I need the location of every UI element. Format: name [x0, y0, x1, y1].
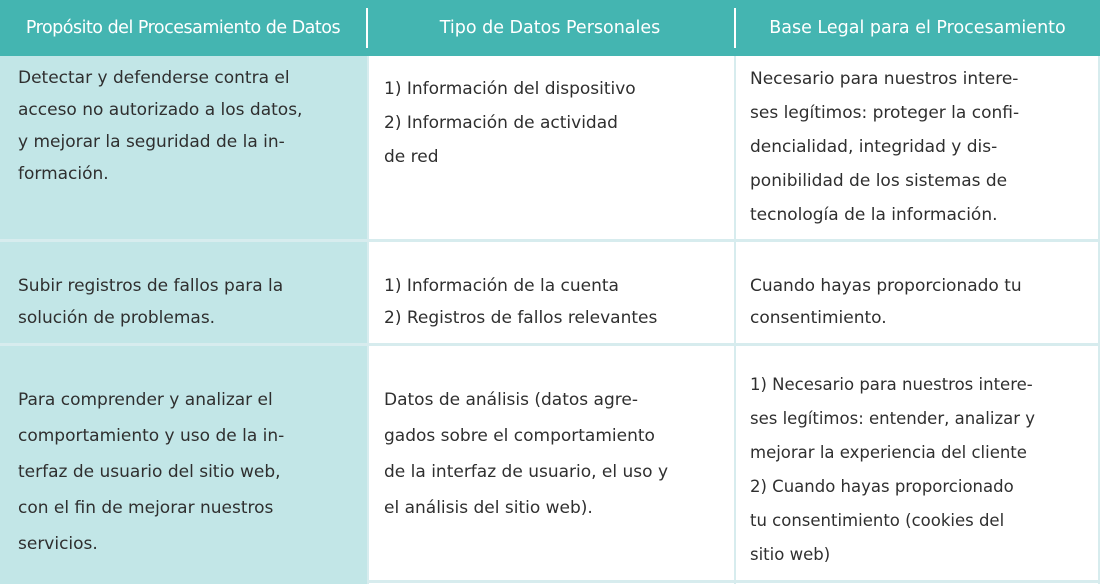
text-line: servicios. — [18, 534, 98, 554]
text-line: dencialidad, integridad y dis- — [750, 137, 998, 157]
text-line: de la interfaz de usuario, el uso y — [384, 462, 669, 482]
table-row-3-legal-basis — [750, 368, 1035, 572]
text-line: consentimiento. — [750, 308, 887, 328]
text-line: solución de problemas. — [18, 308, 216, 328]
column-divider — [734, 56, 736, 584]
table-row-1-purpose — [18, 62, 302, 190]
table-row-2-data-type — [384, 270, 657, 334]
text-line: el análisis del sitio web). — [384, 498, 593, 518]
header-purpose: Propósito del Procesamiento de Datos — [25, 18, 341, 38]
table-row-1-legal-basis — [750, 62, 1019, 232]
table-row-1-data-type — [384, 72, 636, 174]
header-data-type: Tipo de Datos Personales — [439, 18, 661, 38]
text-line: 1) Necesario para nuestros intere- — [750, 375, 1033, 394]
text-line: gados sobre el comportamiento — [384, 426, 655, 446]
text-line: 2) Registros de fallos relevantes — [384, 308, 658, 328]
text-line: 2) Cuando hayas proporcionado — [750, 477, 1014, 496]
text-line: 1) Información del dispositivo — [384, 79, 636, 99]
column-divider — [367, 56, 369, 584]
text-line: tu consentimiento (cookies del — [750, 511, 1005, 530]
text-line: terfaz de usuario del sitio web, — [18, 462, 281, 482]
text-line: acceso no autorizado a los datos, — [18, 100, 303, 120]
table-row-2-legal-basis — [750, 270, 1022, 334]
header-legal-basis: Base Legal para el Procesamiento — [769, 18, 1066, 38]
table-header — [0, 0, 1100, 56]
text-line: sitio web) — [750, 545, 831, 564]
text-line: 2) Información de actividad — [384, 113, 618, 133]
text-line: ponibilidad de los sistemas de — [750, 171, 1008, 191]
table-row-2-purpose — [18, 270, 283, 334]
text-line: y mejorar la seguridad de la in- — [18, 132, 285, 152]
row-divider — [0, 343, 1100, 346]
text-line: Datos de análisis (datos agre- — [384, 390, 638, 410]
row-divider — [0, 239, 1100, 242]
text-line: de red — [384, 147, 439, 167]
text-line: Necesario para nuestros intere- — [750, 69, 1019, 89]
text-line: Para comprender y analizar el — [18, 390, 273, 410]
text-line: tecnología de la información. — [750, 205, 998, 225]
text-line: Detectar y defenderse contra el — [18, 68, 290, 88]
text-line: con el fin de mejorar nuestros — [18, 498, 274, 518]
text-line: ses legítimos: entender, analizar y — [750, 409, 1036, 428]
text-line: comportamiento y uso de la in- — [18, 426, 285, 446]
text-line: ses legítimos: proteger la confi- — [750, 103, 1020, 123]
text-line: 1) Información de la cuenta — [384, 276, 619, 296]
table-row-3-purpose — [18, 382, 284, 562]
text-line: Cuando hayas proporcionado tu — [750, 276, 1022, 296]
text-line: formación. — [18, 164, 109, 184]
text-line: mejorar la experiencia del cliente — [750, 443, 1027, 462]
text-line: Subir registros de fallos para la — [18, 276, 284, 296]
table-row-3-data-type — [384, 382, 668, 526]
